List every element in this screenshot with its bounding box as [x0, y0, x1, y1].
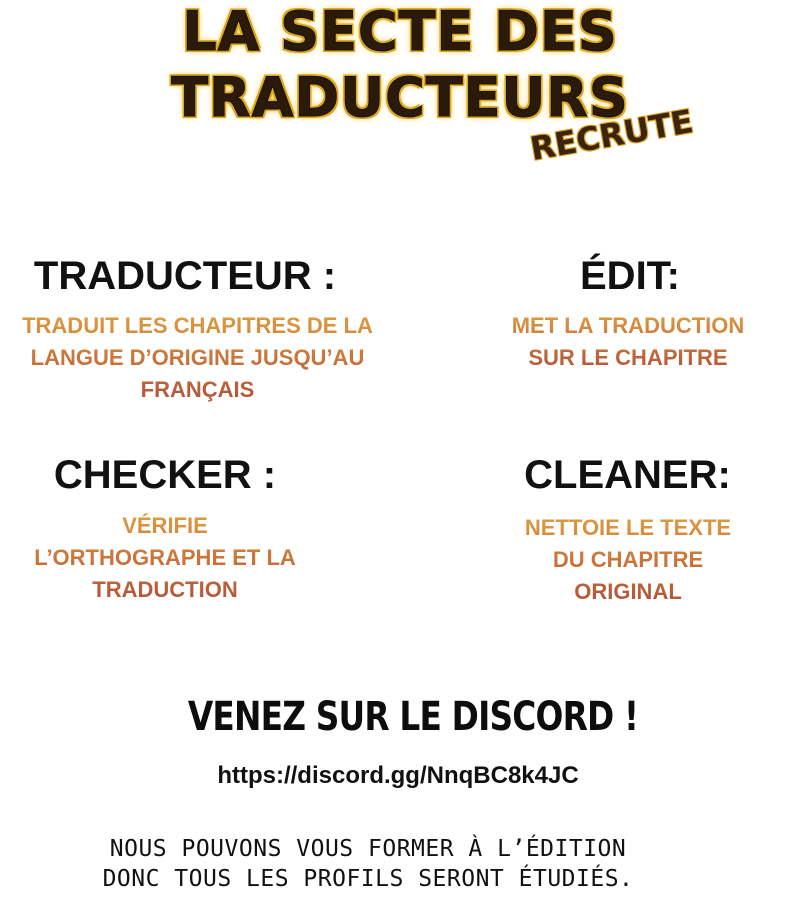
description-line: MET LA TRADUCTION	[511, 313, 745, 338]
recrute-label: RECRUTE	[527, 102, 696, 168]
footer-line-1: NOUS POUVONS VOUS FORMER À L’ÉDITION	[109, 836, 627, 862]
footer-line-2: DONC TOUS LES PROFILS SERONT ÉTUDIÉS.	[102, 866, 634, 892]
description-line: DU CHAPITRE	[552, 547, 704, 572]
title-line-2: TRADUCTEURS	[171, 66, 629, 129]
role-description-traducteur	[0, 310, 395, 406]
role-title-traducteur: TRADUCTEUR :	[33, 254, 337, 298]
description-line: ORIGINAL	[574, 579, 682, 604]
footer-note	[0, 834, 736, 894]
description-line: FRANÇAIS	[140, 377, 255, 402]
role-title-edit: ÉDIT:	[580, 254, 680, 298]
role-description-cleaner	[478, 512, 778, 608]
description-line: SUR LE CHAPITRE	[528, 345, 728, 370]
role-description-edit	[478, 310, 778, 374]
title-line-1: LA SECTE DES	[182, 0, 618, 63]
description-line: VÉRIFIE	[122, 513, 208, 538]
description-line: NETTOIE LE TEXTE	[524, 515, 732, 540]
role-title-checker: CHECKER :	[53, 453, 277, 497]
description-line: LANGUE D’ORIGINE JUSQU’AU	[30, 345, 365, 370]
role-title-cleaner: CLEANER:	[524, 453, 731, 497]
description-line: L’ORTHOGRAPHE ET LA	[34, 545, 296, 570]
discord-heading: VENEZ SUR LE DISCORD !	[187, 694, 639, 740]
description-line: TRADUCTION	[92, 577, 238, 602]
role-description-checker	[0, 510, 330, 606]
discord-invite-link[interactable]: https://discord.gg/NnqBC8k4JC	[217, 762, 579, 789]
description-line: TRADUIT LES CHAPITRES DE LA	[22, 313, 373, 338]
